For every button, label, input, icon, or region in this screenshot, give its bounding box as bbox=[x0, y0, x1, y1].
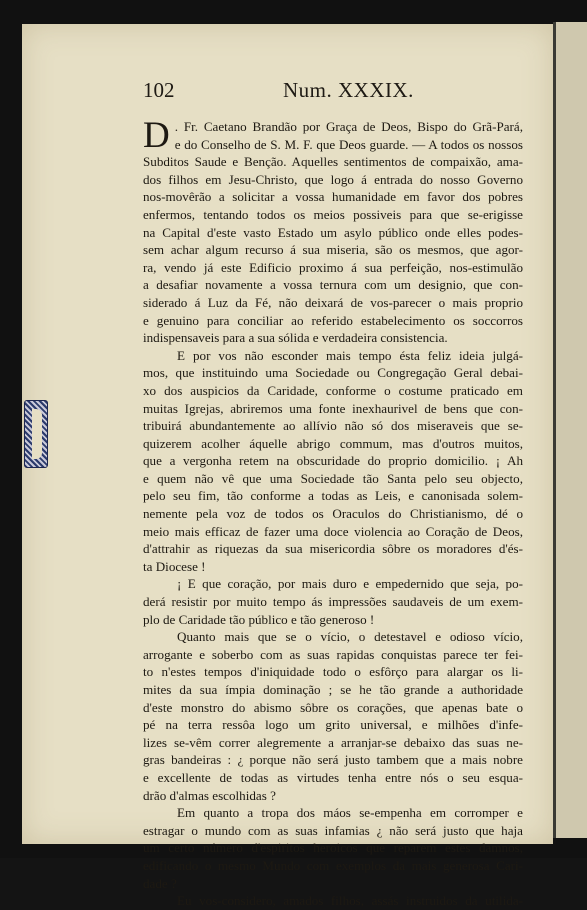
running-title: Num. XXXIX. bbox=[283, 78, 414, 102]
page-header bbox=[143, 78, 533, 102]
text-line: e do Conselho de S. M. F. que Deos guarde. — A todos os nossos bbox=[174, 136, 523, 152]
text-line: lizes se-vêm correr alegremente a arranjar-se debaixo das suas ne- bbox=[143, 734, 523, 750]
text-line: dade ? bbox=[143, 875, 177, 891]
text-line: ta Diocese ! bbox=[143, 558, 206, 574]
text-line: Quanto mais que se o vício, o detestavel e odioso vício, bbox=[177, 629, 523, 645]
text-line: um certo número d'espiritos heroicos que reparem estes damnos, bbox=[143, 840, 523, 856]
text-line: derá resistir por muito tempo ás impressões saudaveis de um exem- bbox=[143, 594, 523, 610]
text-line: na Capital d'este vasto Estado um asylo público onde elles podes- bbox=[143, 224, 523, 240]
text-line: pelo seu fim, tão conforme a todas as Leis, e canonisada solem- bbox=[143, 488, 523, 504]
text-line: estragar o mundo com as suas infamias ¿ não será justo que haja bbox=[143, 822, 523, 838]
dropcap: D bbox=[143, 115, 170, 156]
clasp-opening bbox=[32, 409, 42, 459]
text-line: ¡ E que coração, por mais duro e empedernido que seja, po- bbox=[177, 576, 523, 592]
text-line: mos, que instituindo uma Sociedade ou Congregação Geral debai- bbox=[143, 365, 523, 381]
text-line: siderado á Luz da Fé, não deixará de vos-parecer o mais proprio bbox=[143, 294, 523, 310]
paragraph bbox=[143, 892, 523, 910]
binding-clasp-icon bbox=[24, 400, 48, 468]
text-line: Eu vos-considero, amados filhos, assás instruidos da utilida- bbox=[177, 893, 523, 909]
text-line: a desafiar novamente a vossa ternura com um designio, que con- bbox=[143, 277, 523, 293]
text-line: indispensaveis para a sua sólida e verdadeira consistencia. bbox=[143, 330, 448, 346]
paragraph bbox=[143, 628, 523, 804]
text-line: dos filhos em Jesu-Christo, que logo á entrada do nosso Governo bbox=[143, 171, 523, 187]
page-number: 102 bbox=[143, 78, 175, 102]
text-line: quizerem acolher áquelle abrigo commum, mas d'outros muitos, bbox=[143, 435, 523, 451]
text-line: meio mais efficaz de fazer uma doce violencia ao Coração de Deos, bbox=[143, 523, 523, 539]
text-line: e excellente de todas as virtudes tenha entre nós o seu esqua- bbox=[143, 769, 523, 785]
letter-text bbox=[143, 115, 523, 910]
paragraph bbox=[143, 347, 523, 576]
text-line: muitas Igrejas, abriremos uma fonte inexhaurivel de bens que con- bbox=[143, 400, 523, 416]
text-line: e genuino para conciliar ao referido estabelecimento os soccorros bbox=[143, 312, 523, 328]
text-line: xo dos auspicios da Caridade, conforme o costume praticado em bbox=[143, 382, 523, 398]
text-line: gras bandeiras : ¿ porque não será justo tambem que a mais nobre bbox=[143, 752, 523, 768]
text-line: e quem não vê que uma Sociedade tão Santa pelo seu objecto, bbox=[143, 470, 523, 486]
text-line: sem achar algum recurso á sua miseria, são os mesmos, que agor- bbox=[143, 242, 523, 258]
text-line: edificando o mesmo Mundo com exemplos da mais generosa Cari- bbox=[143, 857, 523, 873]
text-line: Subditos Saude e Benção. Aquelles sentimentos de compaixão, ama- bbox=[143, 154, 523, 170]
text-line: to n'estes tempos d'iniquidade todo o esfôrço para alargar os li- bbox=[143, 664, 523, 680]
paragraph bbox=[143, 804, 523, 892]
text-line: E por vos não esconder mais tempo ésta feliz ideia julgá- bbox=[177, 347, 523, 363]
text-line: . Fr. Caetano Brandão por Graça de Deos, Bispo do Grã-Pará, bbox=[174, 119, 523, 134]
text-line: d'attrahir as riquezas da sua misericordia sôbre os moradores d'és- bbox=[143, 541, 523, 557]
text-line: arrogante e soberbo com as suas rapidas conquistas parece ter fei- bbox=[143, 646, 523, 662]
paragraph bbox=[143, 115, 523, 347]
text-line: que a vergonha retem na obscuridade do proprio domicilio. ¡ Ah bbox=[143, 453, 523, 469]
text-line: ra, vendo já este Edificio proximo á sua perfeição, nos-estimulão bbox=[143, 259, 523, 275]
paragraph bbox=[143, 575, 523, 628]
text-line: enfermos, tentando todos os meios possiveis para que se-erigisse bbox=[143, 206, 523, 222]
text-line: Em quanto a tropa dos máos se-empenha em corromper e bbox=[177, 805, 523, 821]
text-line: pé na terra ressôa logo um grito universal, e milhões d'infe- bbox=[143, 717, 523, 733]
text-line: mites da sua ímpia dominação ; se he tão grande a authoridade bbox=[143, 682, 523, 697]
text-line: nos-movêrão a solicitar a vossa humanidade em favor dos pobres bbox=[143, 189, 523, 205]
adjacent-page-edge bbox=[556, 22, 587, 838]
text-line: plo de Caridade tão público e tão generoso ! bbox=[143, 611, 375, 627]
text-line: nemente pela voz de todos os Oraculos do Christianismo, dé o bbox=[143, 506, 523, 522]
text-line: drão d'almas escolhidas ? bbox=[143, 787, 276, 803]
text-line: tribuirá abundantemente ao allívio não só dos miseraveis que se- bbox=[143, 418, 523, 434]
text-line: d'este monstro do abismo sôbre os corações, que apenas bate o bbox=[143, 699, 523, 715]
